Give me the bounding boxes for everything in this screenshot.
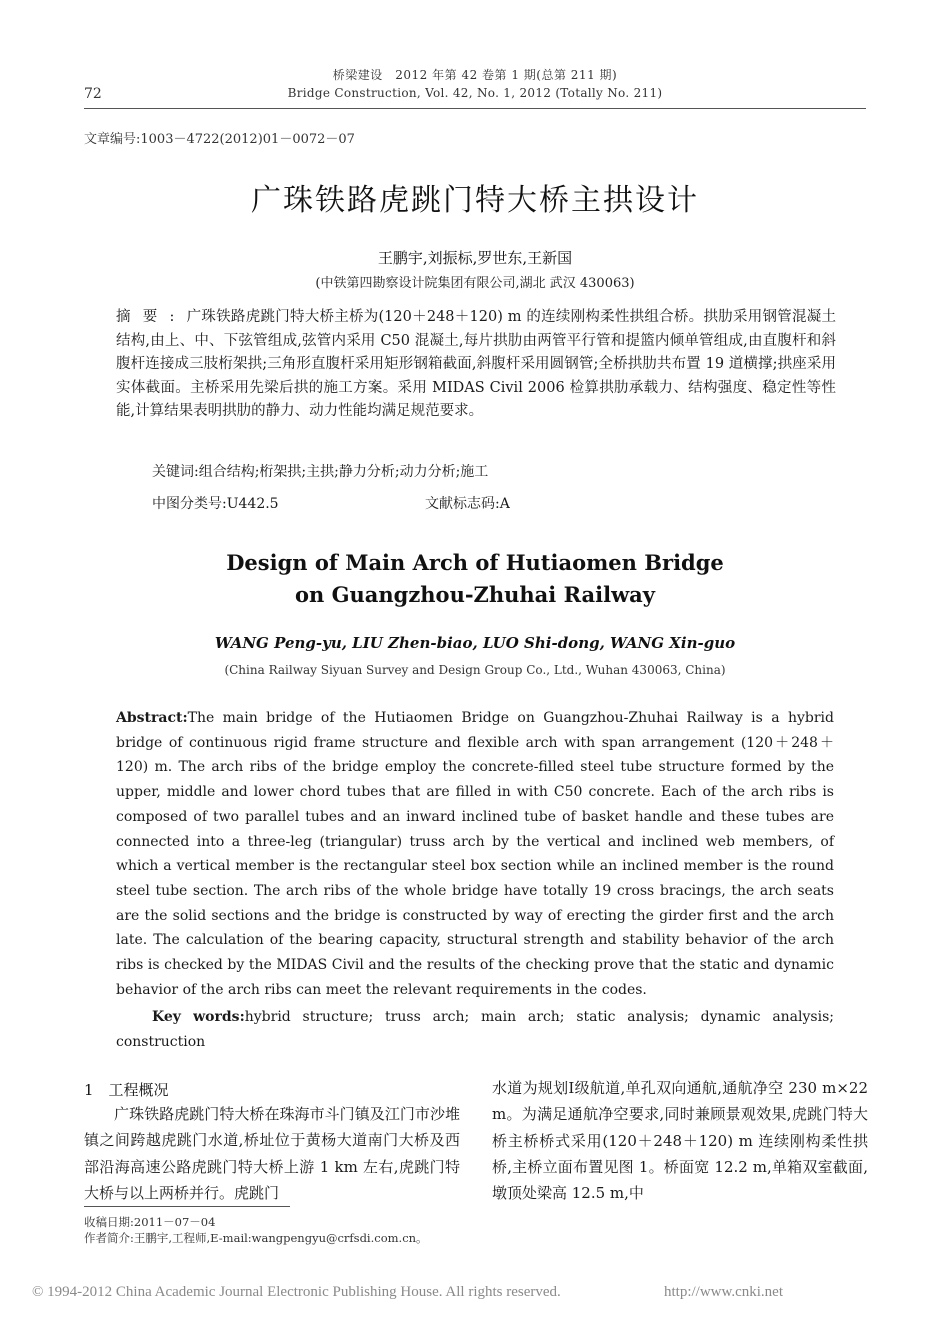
abstract-en-label: Abstract: <box>116 710 188 726</box>
copyright-notice: © 1994-2012 China Academic Journal Electronic Publishing House. All rights reserved. <box>32 1284 561 1300</box>
classification-cn: 中图分类号:U442.5 <box>152 496 279 512</box>
keywords-en-text: hybrid structure; truss arch; main arch; static analysis; dynamic analysis; construction <box>116 1009 834 1050</box>
affiliation-en: (China Railway Siyuan Survey and Design Group Co., Ltd., Wuhan 430063, China) <box>224 663 726 677</box>
abstract-en <box>116 706 834 1002</box>
title-cn: 广珠铁路虎跳门特大桥主拱设计 <box>251 183 699 218</box>
title-en-line2: on Guangzhou-Zhuhai Railway <box>295 582 655 607</box>
abstract-en-text: The main bridge of the Hutiaomen Bridge on Guangzhou-Zhuhai Railway is a hybrid bridge of continuous rigid frame structure and flexible arch with span arrangement (120＋248＋120) m. The arch ribs of the bridge employ the concrete-filled steel tube structure formed by the upper, middle and lower chord tubes that are filled in with C50 concrete. Each of the arch ribs is composed of two parallel tubes and an inward inclined tube of basket handle and these tubes are connected into a three-leg (triangular) truss arch by the vertical and inclined web members, of which a vertical member is the rectangular steel box section while an inclined member is the round steel tube section. The arch ribs of the whole bridge have totally 19 cross bracings, the arch seats are the solid sections and the bridge is constructed by way of erecting the girder first and the arch late. The calculation of the bearing capacity, structural strength and stability behavior of the arch ribs is checked by the MIDAS Civil and the results of the checking prove that the static and dynamic behavior of the arch ribs can meet the relevant requirements in the codes. <box>116 710 834 998</box>
footnote-author-bio: 作者简介:王鹏宇,工程师,E-mail:wangpengyu@crfsdi.com.cn。 <box>84 1231 428 1245</box>
body-left-text: 广珠铁路虎跳门特大桥在珠海市斗门镇及江门市沙堆镇之间跨越虎跳门水道,桥址位于黄杨大道南门大桥及西部沿海高速公路虎跳门特大桥上游 1 km 左右,虎跳门特大桥与以上两桥并行。虎跳门 <box>84 1105 460 1202</box>
header-rule <box>84 108 866 109</box>
section-heading: 1 工程概况 <box>84 1081 169 1099</box>
journal-header-en: Bridge Construction, Vol. 42, No. 1, 2012 (Totally No. 211) <box>287 86 663 100</box>
abstract-cn-label: 摘要: <box>116 309 187 325</box>
abstract-cn-text: 广珠铁路虎跳门特大桥主桥为(120＋248＋120) m 的连续刚构柔性拱组合桥。拱肋采用钢管混凝土结构,由上、中、下弦管组成,弦管内采用 C50 混凝土,每片拱肋由两管平行管和提篮内倾单管组成,由直腹杆和斜腹杆连接成三肢桁架拱;三角形直腹杆采用矩形钢箱截面,斜腹杆采用圆钢管;全桥拱肋共布置 19 道横撑;拱座采用实体截面。主桥采用先梁后拱的施工方案。采用 MIDAS Civil 2006 检算拱肋承载力、结构强度、稳定性等性能,计算结果表明拱肋的静力、动力性能均满足规范要求。 <box>116 309 836 420</box>
abstract-cn <box>116 306 836 424</box>
authors-cn: 王鹏宇,刘振标,罗世东,王新国 <box>377 249 573 267</box>
journal-header-cn: 桥梁建设 2012 年第 42 卷第 1 期(总第 211 期) <box>332 68 618 82</box>
affiliation-cn: (中铁第四勘察设计院集团有限公司,湖北 武汉 430063) <box>315 276 635 291</box>
body-column-left <box>84 1101 460 1206</box>
keywords-en <box>116 1005 834 1054</box>
keywords-en-label: Key words: <box>152 1009 245 1025</box>
page-number: 72 <box>84 86 102 102</box>
website-link[interactable]: http://www.cnki.net <box>664 1284 784 1300</box>
article-number: 文章编号:1003－4722(2012)01－0072－07 <box>84 132 355 147</box>
document-code-cn: 文献标志码:A <box>425 496 510 512</box>
body-column-right: 水道为规划Ⅰ级航道,单孔双向通航,通航净空 230 m×22 m。为满足通航净空要求,同时兼顾景观效果,虎跳门特大桥主桥桥式采用(120＋248＋120) m 连续刚构柔性拱桥,主桥立面布置见图 1。桥面宽 12.2 m,单箱双室截面,墩顶处梁高 12.5 m,中 <box>492 1079 868 1203</box>
footnote-rule <box>84 1206 290 1207</box>
title-en <box>0 547 950 611</box>
footnote-received: 收稿日期:2011－07－04 <box>84 1215 216 1229</box>
title-en-line1: Design of Main Arch of Hutiaomen Bridge <box>226 550 724 575</box>
keywords-cn: 关键词:组合结构;桁架拱;主拱;静力分析;动力分析;施工 <box>152 464 489 480</box>
authors-en: WANG Peng-yu, LIU Zhen-biao, LUO Shi-dong, WANG Xin-guo <box>214 634 736 652</box>
